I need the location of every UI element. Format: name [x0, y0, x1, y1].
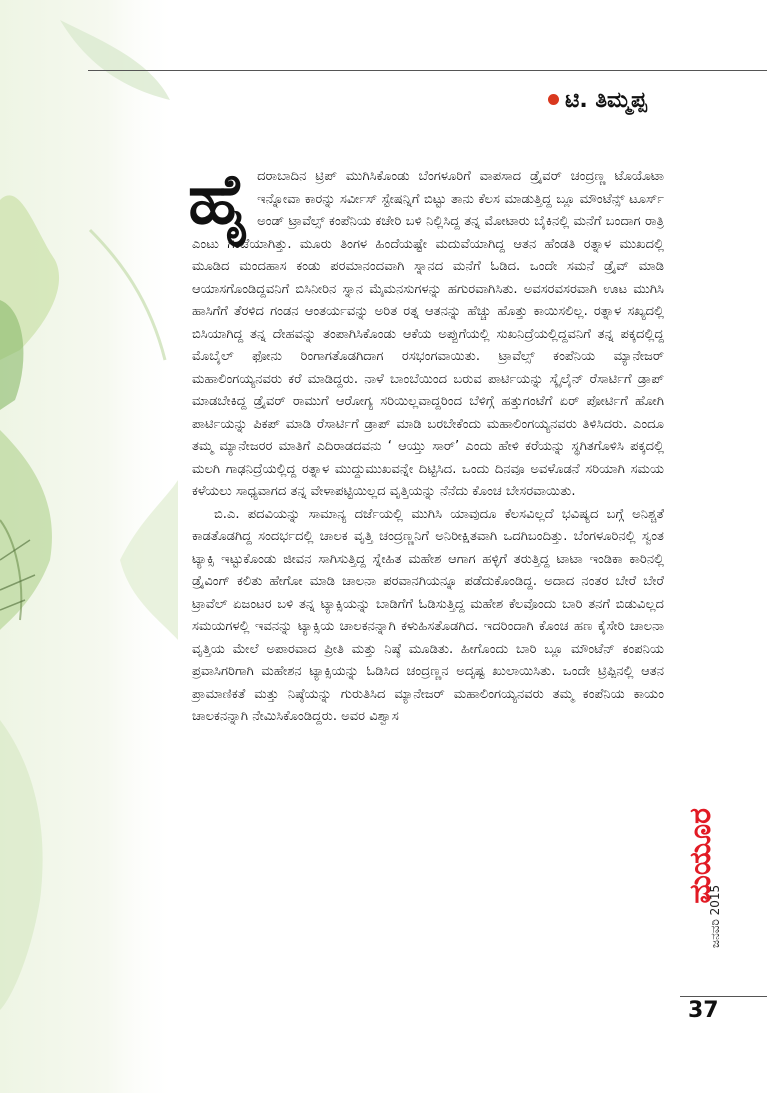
paragraph-1	[188, 158, 664, 504]
issue-date: ಜನವರಿ 2015	[708, 884, 722, 948]
article-body	[188, 158, 664, 729]
bullet-icon	[548, 94, 559, 105]
magazine-title: ಮಯೂರ	[683, 808, 718, 904]
paragraph-1-text: ದರಾಬಾದಿನ ಟ್ರಿಪ್ ಮುಗಿಸಿಕೊಂಡು ಬೆಂಗಳೂರಿಗೆ ವಾಪಸಾದ ಡ್ರೈವರ್ ಚಂದ್ರಣ್ಣ ಟೊಯೊಟಾ ಇನ್ನೋವಾ ಕಾರನ್ನು ಸರ್ವೀಸ್ ಸ್ಟೇಷನ್ನಿಗೆ ಬಿಟ್ಟು ತಾನು ಕೆಲಸ ಮಾಡುತ್ತಿದ್ದ ಬ್ಲೂ ಮೌಂಟೆನ್ಸ್ ಟೂರ್ಸ್ ಅಂಡ್ ಟ್ರಾವೆಲ್ಸ್ ಕಂಪೆನಿಯ ಕಚೇರಿ ಬಳಿ ನಿಲ್ಲಿಸಿದ್ದ ತನ್ನ ಮೋಟಾರು ಬೈಕಿನಲ್ಲಿ ಮನೆಗೆ ಬಂದಾಗ ರಾತ್ರಿ ಎಂಟು ಗಂಟೆಯಾಗಿತ್ತು. ಮೂರು ತಿಂಗಳ ಹಿಂದೆಯಷ್ಟೇ ಮದುವೆಯಾಗಿದ್ದ ಆತನ ಹೆಂಡತಿ ರತ್ನಾಳ ಮುಖದಲ್ಲಿ ಮೂಡಿದ ಮಂದಹಾಸ ಕಂಡು ಪರಮಾನಂದವಾಗಿ ಸ್ನಾನದ ಮನೆಗೆ ಓಡಿದ. ಒಂದೇ ಸಮನೆ ಡ್ರೈವ್ ಮಾಡಿ ಆಯಾಸಗೊಂಡಿದ್ದವನಿಗೆ ಬಿಸಿನೀರಿನ ಸ್ನಾನ ಮೈಮನಸುಗಳನ್ನು ಹಗುರವಾಗಿಸಿತು. ಅವಸರವಸರವಾಗಿ ಊಟ ಮುಗಿಸಿ ಹಾಸಿಗೆಗೆ ತೆರಳಿದ ಗಂಡನ ಆಂತರ್ಯವನ್ನು ಅರಿತ ರತ್ನ ಆತನನ್ನು ಹೆಚ್ಚು ಹೊತ್ತು ಕಾಯಿಸಲಿಲ್ಲ. ರತ್ನಾಳ ಸಖ್ಯದಲ್ಲಿ ಬಿಸಿಯಾಗಿದ್ದ ತನ್ನ ದೇಹವನ್ನು ತಂಪಾಗಿಸಿಕೊಂಡು ಆಕೆಯ ಅಪ್ಪುಗೆಯಲ್ಲಿ ಸುಖನಿದ್ರೆಯಲ್ಲಿದ್ದವನಿಗೆ ತನ್ನ ಪಕ್ಕದಲ್ಲಿದ್ದ ಮೊಬೈಲ್ ಫೋನು ರಿಂಗಾಗತೊಡಗಿದಾಗ ರಸಭಂಗವಾಯಿತು. ಟ್ರಾವೆಲ್ಸ್ ಕಂಪೆನಿಯ ಮ್ಯಾನೇಜರ್ ಮಹಾಲಿಂಗಯ್ಯನವರು ಕರೆ ಮಾಡಿದ್ದರು. ನಾಳೆ ಬಾಂಬೆಯಿಂದ ಬರುವ ಪಾರ್ಟಿಯನ್ನು ಸ್ಕೈಲೈನ್ ರೆಸಾರ್ಟಿಗೆ ಡ್ರಾಪ್ ಮಾಡಬೇಕಿದ್ದ ಡ್ರೈವರ್ ರಾಮುಗೆ ಆರೋಗ್ಯ ಸರಿಯಿಲ್ಲವಾದ್ದರಿಂದ ಬೆಳಿಗ್ಗೆ ಹತ್ತುಗಂಟೆಗೆ ಏರ್ ಪೋರ್ಟಿಗೆ ಹೋಗಿ ಪಾರ್ಟಿಯನ್ನು ಪಿಕಪ್ ಮಾಡಿ ರೆಸಾರ್ಟಿಗೆ ಡ್ರಾಪ್ ಮಾಡಿ ಬರಬೇಕೆಂದು ಮಹಾಲಿಂಗಯ್ಯನವರು ತಿಳಿಸಿದರು. ಎಂದೂ ತಮ್ಮ ಮ್ಯಾನೇಜರರ ಮಾತಿಗೆ ಎದಿರಾಡದವನು ‘ ಆಯ್ತು ಸಾರ್’ ಎಂದು ಹೇಳಿ ಕರೆಯನ್ನು ಸ್ಥಗಿತಗೊಳಿಸಿ ಪಕ್ಕದಲ್ಲಿ ಮಲಗಿ ಗಾಢನಿದ್ರೆಯಲ್ಲಿದ್ದ ರತ್ನಾಳ ಮುದ್ದುಮುಖವನ್ನೇ ದಿಟ್ಟಿಸಿದ. ಒಂದು ದಿನವೂ ಅವಳೊಡನೆ ಸರಿಯಾಗಿ ಸಮಯ ಕಳೆಯಲು ಸಾಧ್ಯವಾಗದ ತನ್ನ ವೇಳಾಪಟ್ಟಿಯಿಲ್ಲದ ವೃತ್ತಿಯನ್ನು ನೆನೆದು ಕೊಂಚ ಬೇಸರವಾಯಿತು.	[192, 169, 664, 499]
author-byline	[548, 88, 647, 113]
author-name: ಟಿ. ತಿಮ್ಮಪ್ಪ	[565, 88, 647, 113]
page-number: 37	[688, 998, 719, 1023]
paragraph-2: ಬಿ.ಎ. ಪದವಿಯನ್ನು ಸಾಮಾನ್ಯ ದರ್ಜೆಯಲ್ಲಿ ಮುಗಿಸಿ ಯಾವುದೂ ಕೆಲಸವಿಲ್ಲದೆ ಭವಿಷ್ಯದ ಬಗ್ಗೆ ಅನಿಶ್ಚತೆ ಕಾಡತೊಡಗಿದ್ದ ಸಂದರ್ಭದಲ್ಲಿ ಚಾಲಕ ವೃತ್ತಿ ಚಂದ್ರಣ್ಣನಿಗೆ ಅನಿರೀಕ್ಷಿತವಾಗಿ ಒದಗಿಬಂದಿತ್ತು. ಬೆಂಗಳೂರಿನಲ್ಲಿ ಸ್ವಂತ ಟ್ಯಾಕ್ಸಿ ಇಟ್ಟುಕೊಂಡು ಜೀವನ ಸಾಗಿಸುತ್ತಿದ್ದ ಸ್ನೇಹಿತ ಮಹೇಶ ಆಗಾಗ ಹಳ್ಳಿಗೆ ತರುತ್ತಿದ್ದ ಟಾಟಾ ಇಂಡಿಕಾ ಕಾರಿನಲ್ಲಿ ಡ್ರೈವಿಂಗ್ ಕಲಿತು ಹೇಗೋ ಮಾಡಿ ಚಾಲನಾ ಪರವಾನಗಿಯನ್ನೂ ಪಡೆದುಕೊಂಡಿದ್ದ. ಅದಾದ ನಂತರ ಬೇರೆ ಬೇರೆ ಟ್ರಾವೆಲ್ ಏಜಂಟರ ಬಳಿ ತನ್ನ ಟ್ಯಾಕ್ಸಿಯನ್ನು ಬಾಡಿಗೆಗೆ ಓಡಿಸುತ್ತಿದ್ದ ಮಹೇಶ ಕೆಲವೊಂದು ಬಾರಿ ತನಗೆ ಬಿಡುವಿಲ್ಲದ ಸಮಯಗಳಲ್ಲಿ ಇವನನ್ನು ಟ್ಯಾಕ್ಸಿಯ ಚಾಲಕನನ್ನಾಗಿ ಕಳುಹಿಸತೊಡಗಿದ. ಇದರಿಂದಾಗಿ ಕೊಂಚ ಹಣ ಕೈಸೇರಿ ಚಾಲನಾ ವೃತ್ತಿಯ ಮೇಲೆ ಅಪಾರವಾದ ಪ್ರೀತಿ ಮತ್ತು ನಿಷ್ಠೆ ಮೂಡಿತು. ಹೀಗೊಂದು ಬಾರಿ ಬ್ಲೂ ಮೌಂಟೆನ್ ಕಂಪನಿಯ ಪ್ರವಾಸಿಗರಿಗಾಗಿ ಮಹೇಶನ ಟ್ಯಾಕ್ಸಿಯನ್ನು ಓಡಿಸಿದ ಚಂದ್ರಣ್ಣನ ಅದೃಷ್ಟ ಖುಲಾಯಿಸಿತು. ಒಂದೇ ಟ್ರಿಪ್ಪಿನಲ್ಲಿ ಆತನ ಪ್ರಾಮಾಣಿಕತೆ ಮತ್ತು ನಿಷ್ಠೆಯನ್ನು ಗುರುತಿಸಿದ ಮ್ಯಾನೇಜರ್ ಮಹಾಲಿಂಗಯ್ಯನವರು ತಮ್ಮ ಕಂಪೆನಿಯ ಕಾಯಂ ಚಾಲಕನನ್ನಾಗಿ ನೇಮಿಸಿಕೊಂಡಿದ್ದರು. ಅವರ ವಿಶ್ವಾಸ	[192, 506, 664, 724]
footer-rule	[680, 996, 767, 997]
decorative-watercolor-art	[0, 0, 178, 1093]
header-rule	[88, 70, 767, 71]
drop-cap: ಹೈ	[188, 158, 252, 240]
